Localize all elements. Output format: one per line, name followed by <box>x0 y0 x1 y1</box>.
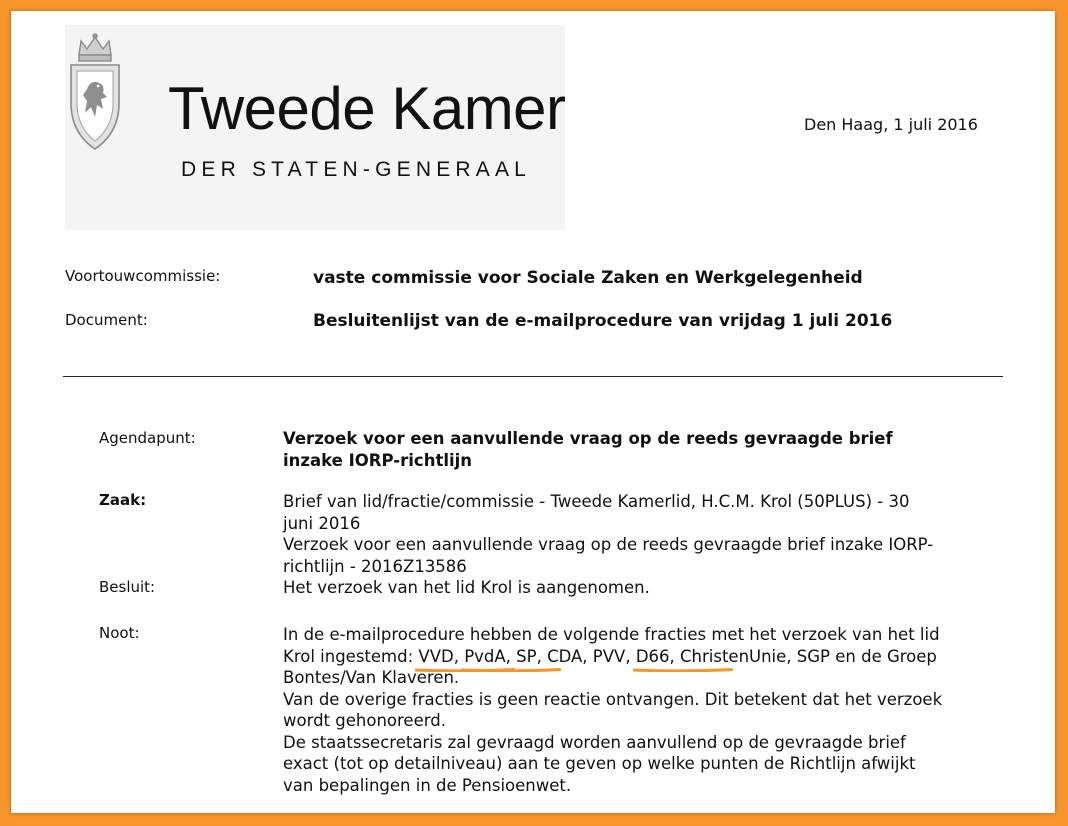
case-line: Verzoek voor een aanvullende vraag op de reeds gevraagde brief inzake IORP- <box>283 535 934 554</box>
crest-motto <box>11 11 12 12</box>
decision-line: Het verzoek van het lid Krol is aangenomen. <box>283 578 650 597</box>
agenda-label: Agendapunt: <box>99 429 196 447</box>
committee-label: Voortouwcommissie: <box>65 267 221 285</box>
case-line: Brief van lid/fractie/commissie - Tweede Kamerlid, H.C.M. Krol (50PLUS) - 30 <box>283 492 910 511</box>
note-separator: , <box>453 646 465 666</box>
party-vvd-label: VVD <box>418 646 454 666</box>
decision-text <box>283 577 1013 599</box>
section-divider <box>63 376 1003 377</box>
party-pvda-label: PvdA <box>464 646 506 666</box>
agenda-title-line: inzake IORP-richtlijn <box>283 450 473 470</box>
note-line: exact (tot op detailniveau) aan te geven op welke punten de Richtlijn afwijkt <box>283 754 916 773</box>
organization-subtitle: DER STATEN-GENERAAL <box>181 158 532 181</box>
note-text <box>283 624 1013 796</box>
case-line: richtlijn - 2016Z13586 <box>283 556 467 576</box>
highlight-underline <box>633 668 733 672</box>
case-label: Zaak: <box>99 491 147 509</box>
document-label: Document: <box>65 311 148 329</box>
note-line: van bepalingen in de Pensioenwet. <box>283 775 572 795</box>
party-d66 <box>636 646 670 668</box>
note-line-parties <box>283 646 1013 668</box>
note-line: De staatssecretaris zal gevraagd worden aanvullend op de gevraagde brief <box>283 732 906 752</box>
agenda-title-line: Verzoek voor een aanvullende vraag op de reeds gevraagde brief <box>283 429 893 448</box>
case-line: juni 2016 <box>283 513 361 533</box>
note-suffix: , ChristenUnie, SGP en de Groep <box>669 646 937 666</box>
note-prefix: Krol ingestemd: <box>283 646 419 666</box>
note-line: Bontes/Van Klaveren. <box>283 668 460 687</box>
note-line: Van de overige fracties is geen reactie ontvangen. Dit betekent dat het verzoek <box>283 689 943 709</box>
party-vvd <box>418 646 453 668</box>
document-page <box>11 11 1055 813</box>
decision-label: Besluit: <box>99 578 156 596</box>
organization-name: Tweede Kamer <box>168 75 566 142</box>
note-label: Noot: <box>99 624 140 642</box>
committee-value: vaste commissie voor Sociale Zaken en Werkgelegenheid <box>313 268 863 288</box>
note-line: In de e-mailprocedure hebben de volgende fracties met het verzoek van het lid <box>283 625 940 644</box>
party-d66-label: D66 <box>635 646 670 666</box>
case-text <box>283 491 1013 577</box>
document-title: Besluitenlijst van de e-mailprocedure van vrijdag 1 juli 2016 <box>313 311 893 331</box>
note-separator: , SP, CDA, PVV, <box>505 646 636 666</box>
highlight-underline <box>461 668 561 672</box>
agenda-title <box>283 428 1013 471</box>
note-line: wordt gehonoreerd. <box>283 711 446 730</box>
place-and-date: Den Haag, 1 juli 2016 <box>804 115 978 134</box>
royal-crest-icon <box>65 33 125 153</box>
party-pvda <box>464 646 505 668</box>
